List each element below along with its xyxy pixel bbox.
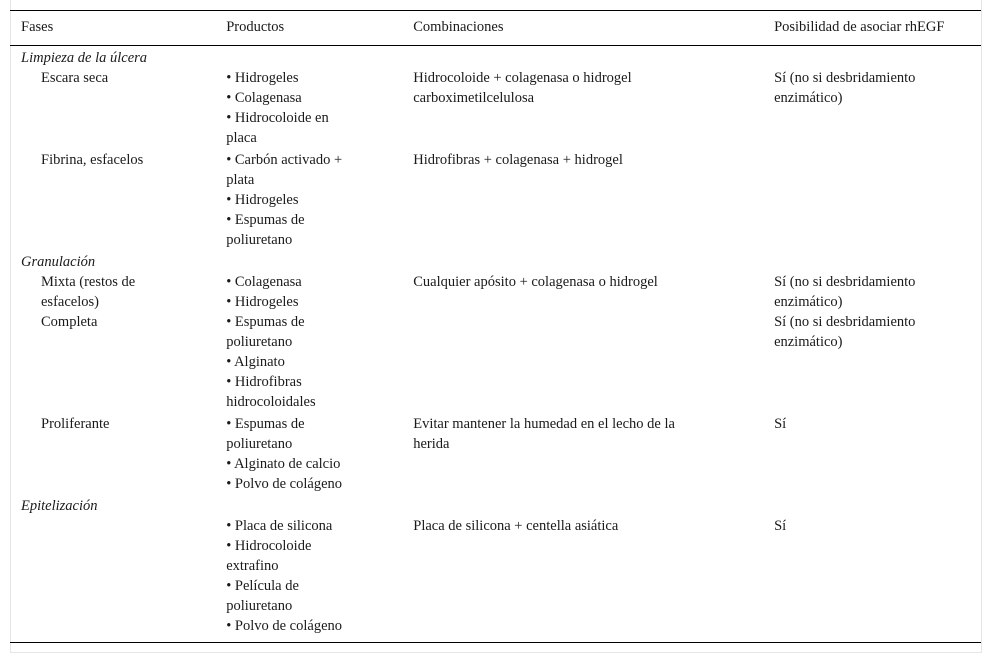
combinacion-text: Hidrocoloide + colagenasa o hidrogel carboximetilcelulosa <box>413 70 632 106</box>
rhegf-mixta <box>774 272 981 412</box>
product-item: • Hidrocoloide en placa <box>226 110 329 146</box>
header-fases: Fases <box>21 19 54 35</box>
fase-escara: Escara seca <box>41 70 109 86</box>
productos-proliferante <box>226 412 413 494</box>
combinacion-text: Evitar mantener la humedad en el lecho de la herida <box>413 416 675 452</box>
rhegf-completa-text: Sí (no si desbridamiento enzimático) <box>774 314 916 350</box>
product-item: • Alginato de calcio <box>226 456 341 472</box>
table-row-fibrina <box>10 148 981 250</box>
product-item: • Colagenasa <box>226 274 302 290</box>
product-item: • Hidrogeles <box>226 294 299 310</box>
productos-fibrina <box>226 148 413 250</box>
header-productos: Productos <box>226 19 285 35</box>
product-item: • Carbón activado + plata <box>226 152 343 188</box>
product-item: • Polvo de colágeno <box>226 476 343 492</box>
fase-mixta-label: Mixta (restos de esfacelos) <box>41 274 136 310</box>
table-row-proliferante <box>10 412 981 494</box>
fase-mixta <box>10 272 226 412</box>
combinacion-proliferante <box>413 412 774 494</box>
rhegf-escara: Sí (no si desbridamiento enzimático) <box>774 70 916 106</box>
rhegf-proliferante: Sí <box>774 416 787 432</box>
header-combinaciones: Combinaciones <box>413 19 504 35</box>
product-item: • Hidrocoloide extrafino <box>226 538 312 574</box>
productos-mixta <box>226 272 413 412</box>
productos-epitel <box>226 516 413 643</box>
product-item: • Alginato <box>226 354 285 370</box>
table-header-row <box>10 11 981 46</box>
product-item: • Espumas de poliuretano <box>226 212 305 248</box>
header-rhegf: Posibilidad de asociar rhEGF <box>774 19 945 35</box>
section-title-epitelizacion: Epitelización <box>21 498 98 514</box>
table-row-mixta <box>10 272 981 412</box>
section-title-limpieza: Limpieza de la úlcera <box>21 50 148 66</box>
combinacion-mixta: Cualquier apósito + colagenasa o hidrogel <box>413 274 658 290</box>
combinacion-escara <box>413 68 774 148</box>
section-title-granulacion: Granulación <box>21 254 96 270</box>
rhegf-epitel: Sí <box>774 518 787 534</box>
product-item: • Placa de silicona <box>226 518 333 534</box>
rhegf-mixta-text: Sí (no si desbridamiento enzimático) <box>774 274 916 310</box>
table-row-escara <box>10 68 981 148</box>
section-row-limpieza <box>10 46 981 69</box>
fase-epitel <box>10 516 226 643</box>
combinacion-fibrina: Hidrofibras + colagenasa + hidrogel <box>413 152 623 168</box>
fase-fibrina: Fibrina, esfacelos <box>41 152 144 168</box>
productos-escara <box>226 68 413 148</box>
rhegf-fibrina <box>774 148 981 250</box>
product-item: • Espumas de poliuretano <box>226 314 305 350</box>
table-row-epitel <box>10 516 981 643</box>
combinacion-epitel: Placa de silicona + centella asiática <box>413 518 619 534</box>
treatment-table <box>10 10 981 643</box>
section-row-granulacion <box>10 250 981 272</box>
fase-completa-label: Completa <box>41 314 98 330</box>
product-item: • Espumas de poliuretano <box>226 416 305 452</box>
fase-proliferante: Proliferante <box>41 416 110 432</box>
section-row-epitelizacion <box>10 494 981 516</box>
product-item: • Hidrofibras hidrocoloidales <box>226 374 316 410</box>
product-item: • Colagenasa <box>226 90 302 106</box>
product-item: • Hidrogeles <box>226 70 299 86</box>
product-item: • Hidrogeles <box>226 192 299 208</box>
product-item: • Película de poliuretano <box>226 578 299 614</box>
product-item: • Polvo de colágeno <box>226 618 343 634</box>
